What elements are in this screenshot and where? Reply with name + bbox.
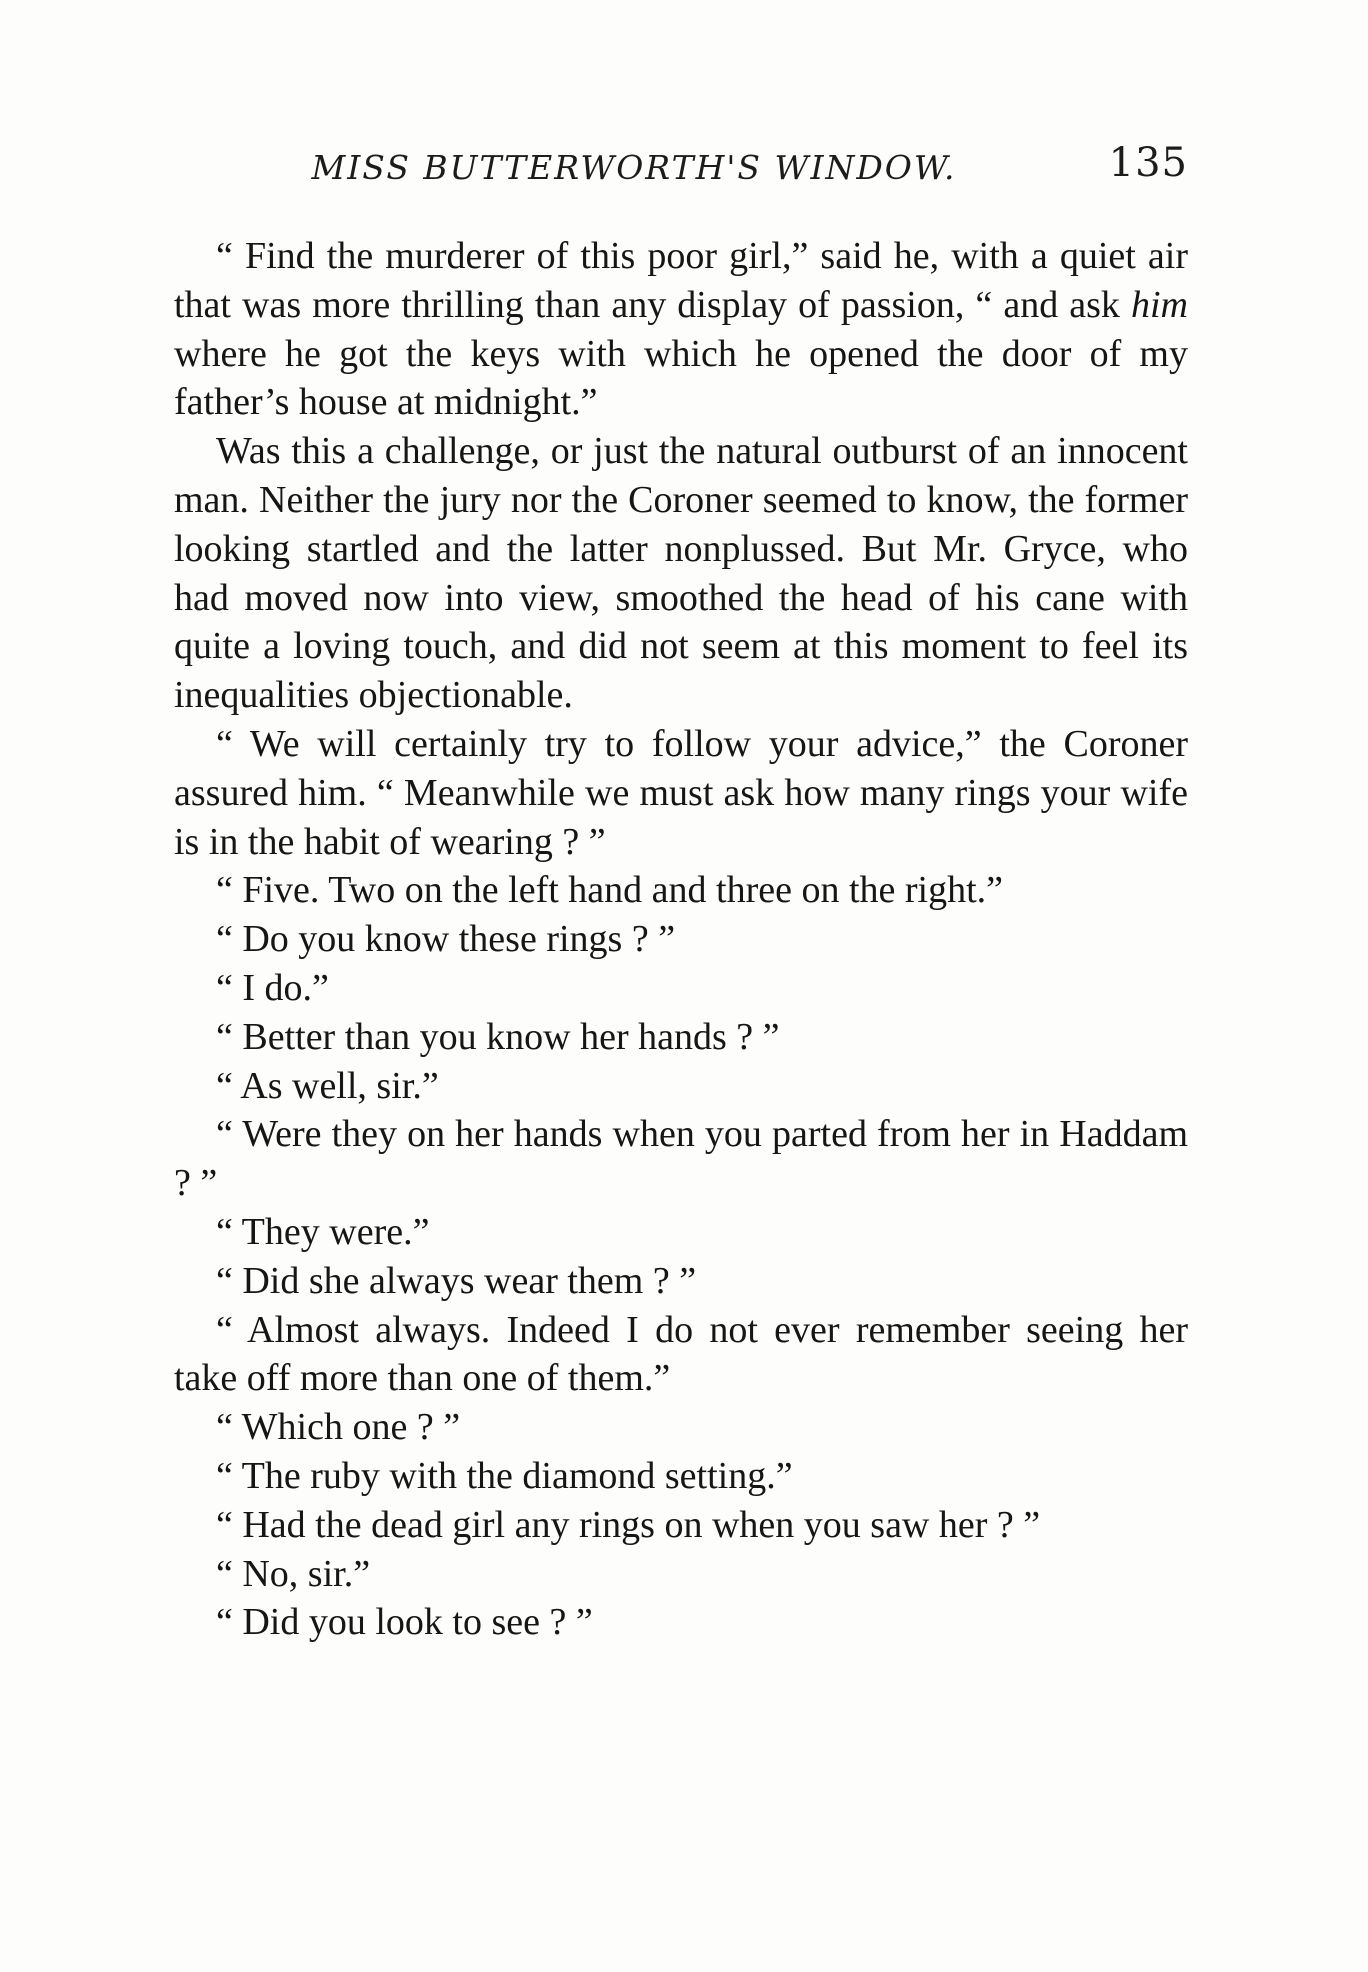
paragraph: “ Did she always wear them ? ”: [216, 1259, 697, 1302]
paragraph: “ As well, sir.”: [216, 1064, 439, 1107]
paragraph: “ They were.”: [216, 1210, 430, 1253]
body-text: [174, 232, 1188, 1647]
paragraph: “ We will certainly try to follow your advice,” the Coroner assured him. “ Meanwhile we must ask how many rings your wife is in the habit of wearing ? ”: [174, 722, 1188, 863]
paragraph: “ Almost always. Indeed I do not ever remember seeing her take off more than one of them.”: [174, 1308, 1188, 1400]
paragraph: “ Which one ? ”: [216, 1406, 461, 1449]
paragraph: “ Do you know these rings ? ”: [216, 918, 676, 961]
paragraph-text: where he got the keys with which he opened the door of my father’s house at midnight.”: [174, 332, 1188, 424]
paragraph: “ Were they on her hands when you parted from her in Haddam ? ”: [174, 1113, 1188, 1205]
page-number: 135: [1108, 140, 1188, 186]
paragraph: “ Better than you know her hands ? ”: [216, 1015, 780, 1058]
running-title: MISS BUTTERWORTH'S WINDOW.: [311, 148, 957, 187]
paragraph-text: “ Find the murderer of this poor girl,” said he, with a quiet air that was more thrilling than any display of passion, “ and ask: [174, 235, 1188, 326]
emphasized-word: him: [1131, 283, 1188, 326]
paragraph: “ No, sir.”: [216, 1552, 371, 1595]
paragraph: “ Five. Two on the left hand and three on the right.”: [216, 869, 1004, 912]
paragraph: Was this a challenge, or just the natural outburst of an innocent man. Neither the jury nor the Coroner seemed to know, the former looking startled and the latter nonplussed. But Mr. Gryce, who had moved now into view, smoothed the head of his cane with quite a loving touch, and did not seem at this moment to feel its inequalities objectionable.: [174, 430, 1188, 717]
running-head: [174, 140, 1188, 200]
paragraph: “ The ruby with the diamond setting.”: [216, 1454, 793, 1497]
paragraph: “ Had the dead girl any rings on when you saw her ? ”: [216, 1503, 1041, 1546]
paragraph: [174, 232, 1188, 427]
paragraph: “ I do.”: [216, 966, 329, 1009]
paragraph: “ Did you look to see ? ”: [216, 1601, 593, 1644]
